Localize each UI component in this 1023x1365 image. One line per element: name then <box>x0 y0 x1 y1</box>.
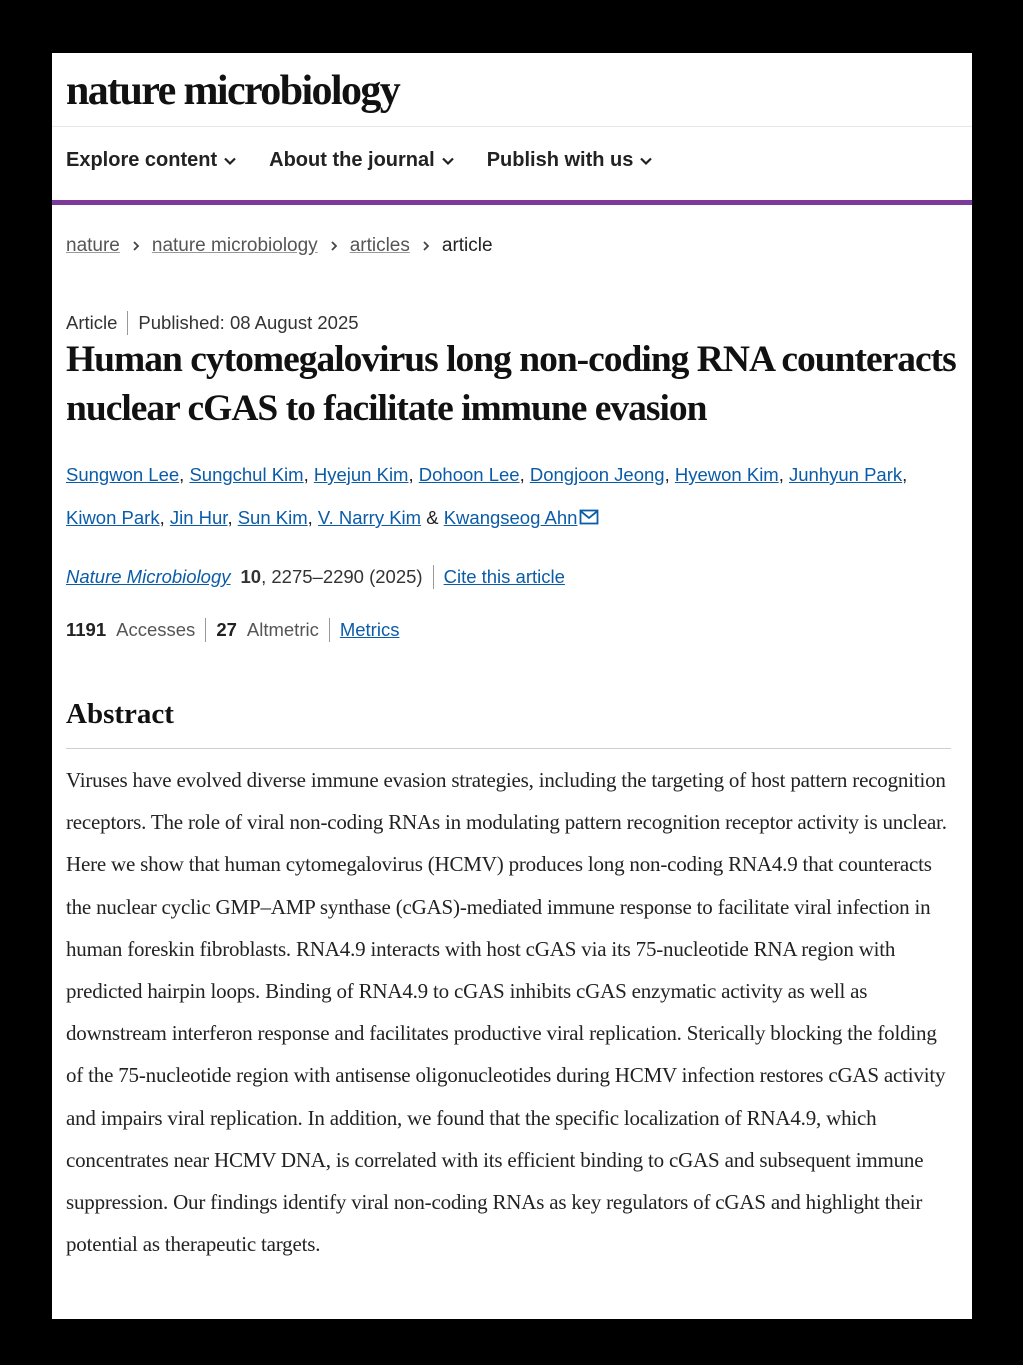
article-page <box>52 53 972 1319</box>
metrics-link[interactable]: Metrics <box>339 619 400 640</box>
author-conjunction: & <box>426 507 439 528</box>
chevron-down-icon <box>639 154 653 168</box>
author-link[interactable]: Dongjoon Jeong <box>529 464 665 485</box>
envelope-icon[interactable] <box>579 509 599 525</box>
author-link[interactable]: Kiwon Park <box>66 507 160 528</box>
nav-about-journal[interactable] <box>269 149 455 172</box>
chevron-right-icon <box>130 240 142 252</box>
pages-year: , 2275–2290 (2025) <box>261 566 423 587</box>
citation-line <box>66 565 565 589</box>
article-title: Human cytomegalovirus long non-coding RNA counteracts nuclear cGAS to facilitate immune evasion <box>66 339 956 429</box>
divider <box>329 618 330 642</box>
author-link[interactable]: Dohoon Lee <box>418 464 520 485</box>
author-link[interactable]: Junhyun Park <box>789 464 903 485</box>
author-link[interactable]: Hyejun Kim <box>313 464 409 485</box>
journal-link[interactable]: Nature Microbiology <box>66 566 231 587</box>
author-link[interactable]: Jin Hur <box>169 507 228 528</box>
author-list: Sungwon Lee, Sungchul Kim, Hyejun Kim, Dohoon Lee, Dongjoon Jeong, Hyewon Kim, Junhyun Park, Kiwon Park, Jin Hur, Sun Kim, V. Narry Kim & Kwangseog Ahn <box>66 464 908 528</box>
author-link[interactable]: Hyewon Kim <box>674 464 779 485</box>
nav-publish[interactable] <box>487 149 654 172</box>
chevron-down-icon <box>223 154 237 168</box>
chevron-down-icon <box>441 154 455 168</box>
breadcrumb-current: article <box>441 235 493 256</box>
breadcrumb-nature[interactable]: nature <box>66 235 120 256</box>
nav-label: Publish with us <box>486 149 634 171</box>
accesses-count: 1191 <box>66 619 107 640</box>
author-link[interactable]: Sungchul Kim <box>189 464 304 485</box>
breadcrumb-journal[interactable]: nature microbiology <box>151 235 318 256</box>
published-date: Published: 08 August 2025 <box>138 312 359 333</box>
nav-label: Explore content <box>66 149 218 171</box>
divider <box>433 565 434 589</box>
altmetric-count: 27 <box>216 619 237 640</box>
journal-logo[interactable]: nature microbiology <box>66 68 400 114</box>
header-divider <box>52 126 972 127</box>
chevron-right-icon <box>420 240 432 252</box>
nav-explore-content[interactable] <box>66 149 237 172</box>
author-link[interactable]: Kwangseog Ahn <box>443 507 578 528</box>
abstract-heading: Abstract <box>66 698 174 730</box>
breadcrumb <box>66 235 493 257</box>
main-nav <box>66 149 653 172</box>
nav-label: About the journal <box>269 149 435 171</box>
author-link[interactable]: Sun Kim <box>237 507 308 528</box>
article-type: Article <box>66 312 118 333</box>
breadcrumb-articles[interactable]: articles <box>349 235 410 256</box>
metrics-bar <box>66 618 399 642</box>
divider <box>127 311 128 335</box>
article-meta <box>66 311 359 335</box>
divider <box>205 618 206 642</box>
author-link[interactable]: Sungwon Lee <box>66 464 180 485</box>
volume: 10 <box>240 566 262 587</box>
cite-article-link[interactable]: Cite this article <box>443 566 565 587</box>
author-link[interactable]: V. Narry Kim <box>317 507 422 528</box>
abstract-divider <box>66 748 951 749</box>
chevron-right-icon <box>328 240 340 252</box>
accent-bar <box>52 200 972 205</box>
altmetric-label: Altmetric <box>246 619 319 640</box>
accesses-label: Accesses <box>116 619 196 640</box>
abstract-text: Viruses have evolved diverse immune evasion strategies, including the targeting of host pattern recognition receptors. The role of viral non-coding RNAs in modulating pattern recognition receptor activity is unclear. Here we show that human cytomegalovirus (HCMV) produces long non-coding RNA4.9 that counteracts the nuclear cyclic GMP–AMP synthase (cGAS)-mediated immune response to facilitate viral infection in human foreskin fibroblasts. RNA4.9 interacts with host cGAS via its 75-nucleotide RNA region with predicted hairpin loops. Binding of RNA4.9 to cGAS inhibits cGAS enzymatic activity as well as downstream interferon response and facilitates productive viral replication. Sterically blocking the folding of the 75-nucleotide region with antisense oligonucleotides during HCMV infection restores cGAS activity and impairs viral replication. In addition, we found that the specific localization of RNA4.9, which concentrates near HCMV DNA, is correlated with its efficient binding to cGAS and subsequent immune suppression. Our findings identify viral non-coding RNAs as key regulators of cGAS and highlight their potential as therapeutic targets. <box>66 768 947 1257</box>
